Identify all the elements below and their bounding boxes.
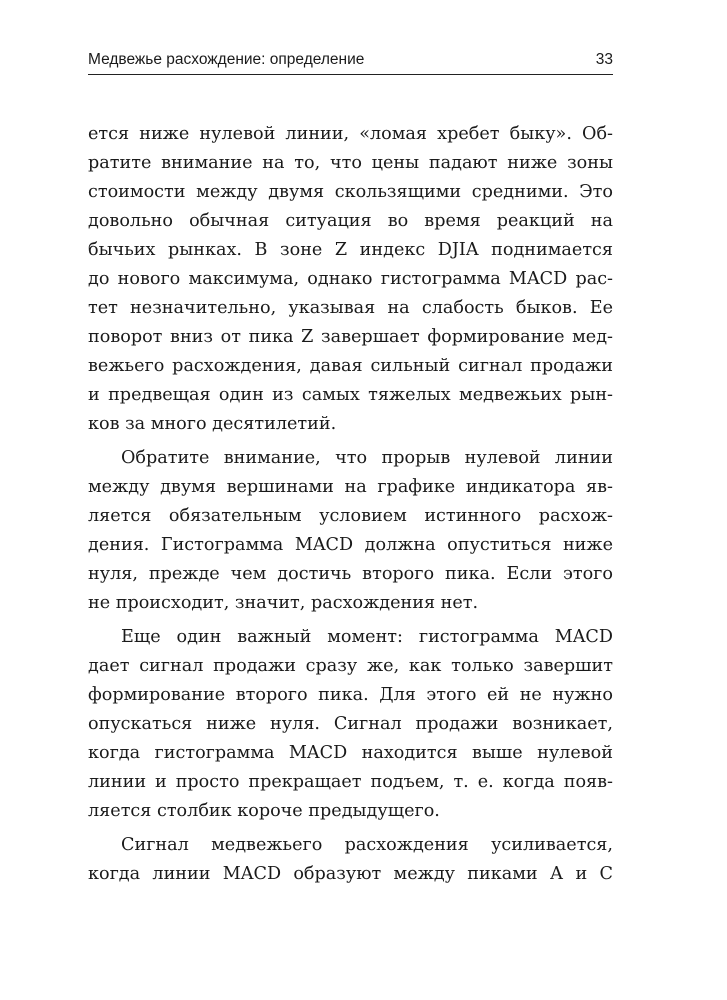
text-line: нуля, прежде чем достичь второго пика. Если этого xyxy=(88,564,613,584)
paragraph-2 xyxy=(88,444,613,618)
text-line: поворот вниз от пика Z завершает формирование мед- xyxy=(88,327,613,347)
page-number: 33 xyxy=(595,51,613,68)
text-line: не происходит, значит, расхождения нет. xyxy=(88,593,479,613)
paragraph-3 xyxy=(88,623,613,826)
paragraph-4 xyxy=(88,831,613,889)
chapter-title: Медвежье расхождение: определение xyxy=(88,51,365,68)
text-line: стоимости между двумя скользящими средними. Это xyxy=(88,182,613,202)
text-line: до нового максимума, однако гистограмма MACD рас- xyxy=(88,269,613,289)
text-line: формирование второго пика. Для этого ей не нужно xyxy=(88,685,613,705)
text-line: Сигнал медвежьего расхождения усиливается, xyxy=(121,835,613,855)
text-line: линии и просто прекращает подъем, т. е. когда появ- xyxy=(88,772,613,792)
body-text xyxy=(88,120,613,889)
text-line: дает сигнал продажи сразу же, как только завершит xyxy=(88,656,613,676)
text-line: когда гистограмма MACD находится выше нулевой xyxy=(88,743,613,763)
text-line: ется ниже нулевой линии, «ломая хребет быку». Об- xyxy=(88,124,613,144)
text-line: тет незначительно, указывая на слабость быков. Ее xyxy=(88,298,613,318)
text-line: ляется столбик короче предыдущего. xyxy=(88,801,440,821)
text-line: и предвещая один из самых тяжелых медвежьих рын- xyxy=(88,385,613,405)
text-line: между двумя вершинами на графике индикатора яв- xyxy=(88,477,613,497)
text-line: опускаться ниже нуля. Сигнал продажи возникает, xyxy=(88,714,613,734)
text-line: ков за много десятилетий. xyxy=(88,414,337,434)
text-line: Еще один важный момент: гистограмма MACD xyxy=(121,627,613,647)
running-header xyxy=(88,46,613,75)
text-line: ратите внимание на то, что цены падают ниже зоны xyxy=(88,153,613,173)
text-line: Обратите внимание, что прорыв нулевой линии xyxy=(121,448,613,468)
text-line: бычьих рынках. В зоне Z индекс DJIA поднимается xyxy=(88,240,613,260)
text-line: дения. Гистограмма MACD должна опуститься ниже xyxy=(88,535,613,555)
text-line: когда линии MACD образуют между пиками А и С xyxy=(88,864,613,884)
text-line: довольно обычная ситуация во время реакций на xyxy=(88,211,613,231)
text-line: вежьего расхождения, давая сильный сигнал продажи xyxy=(88,356,613,376)
paragraph-1 xyxy=(88,120,613,439)
text-line: ляется обязательным условием истинного расхож- xyxy=(88,506,613,526)
